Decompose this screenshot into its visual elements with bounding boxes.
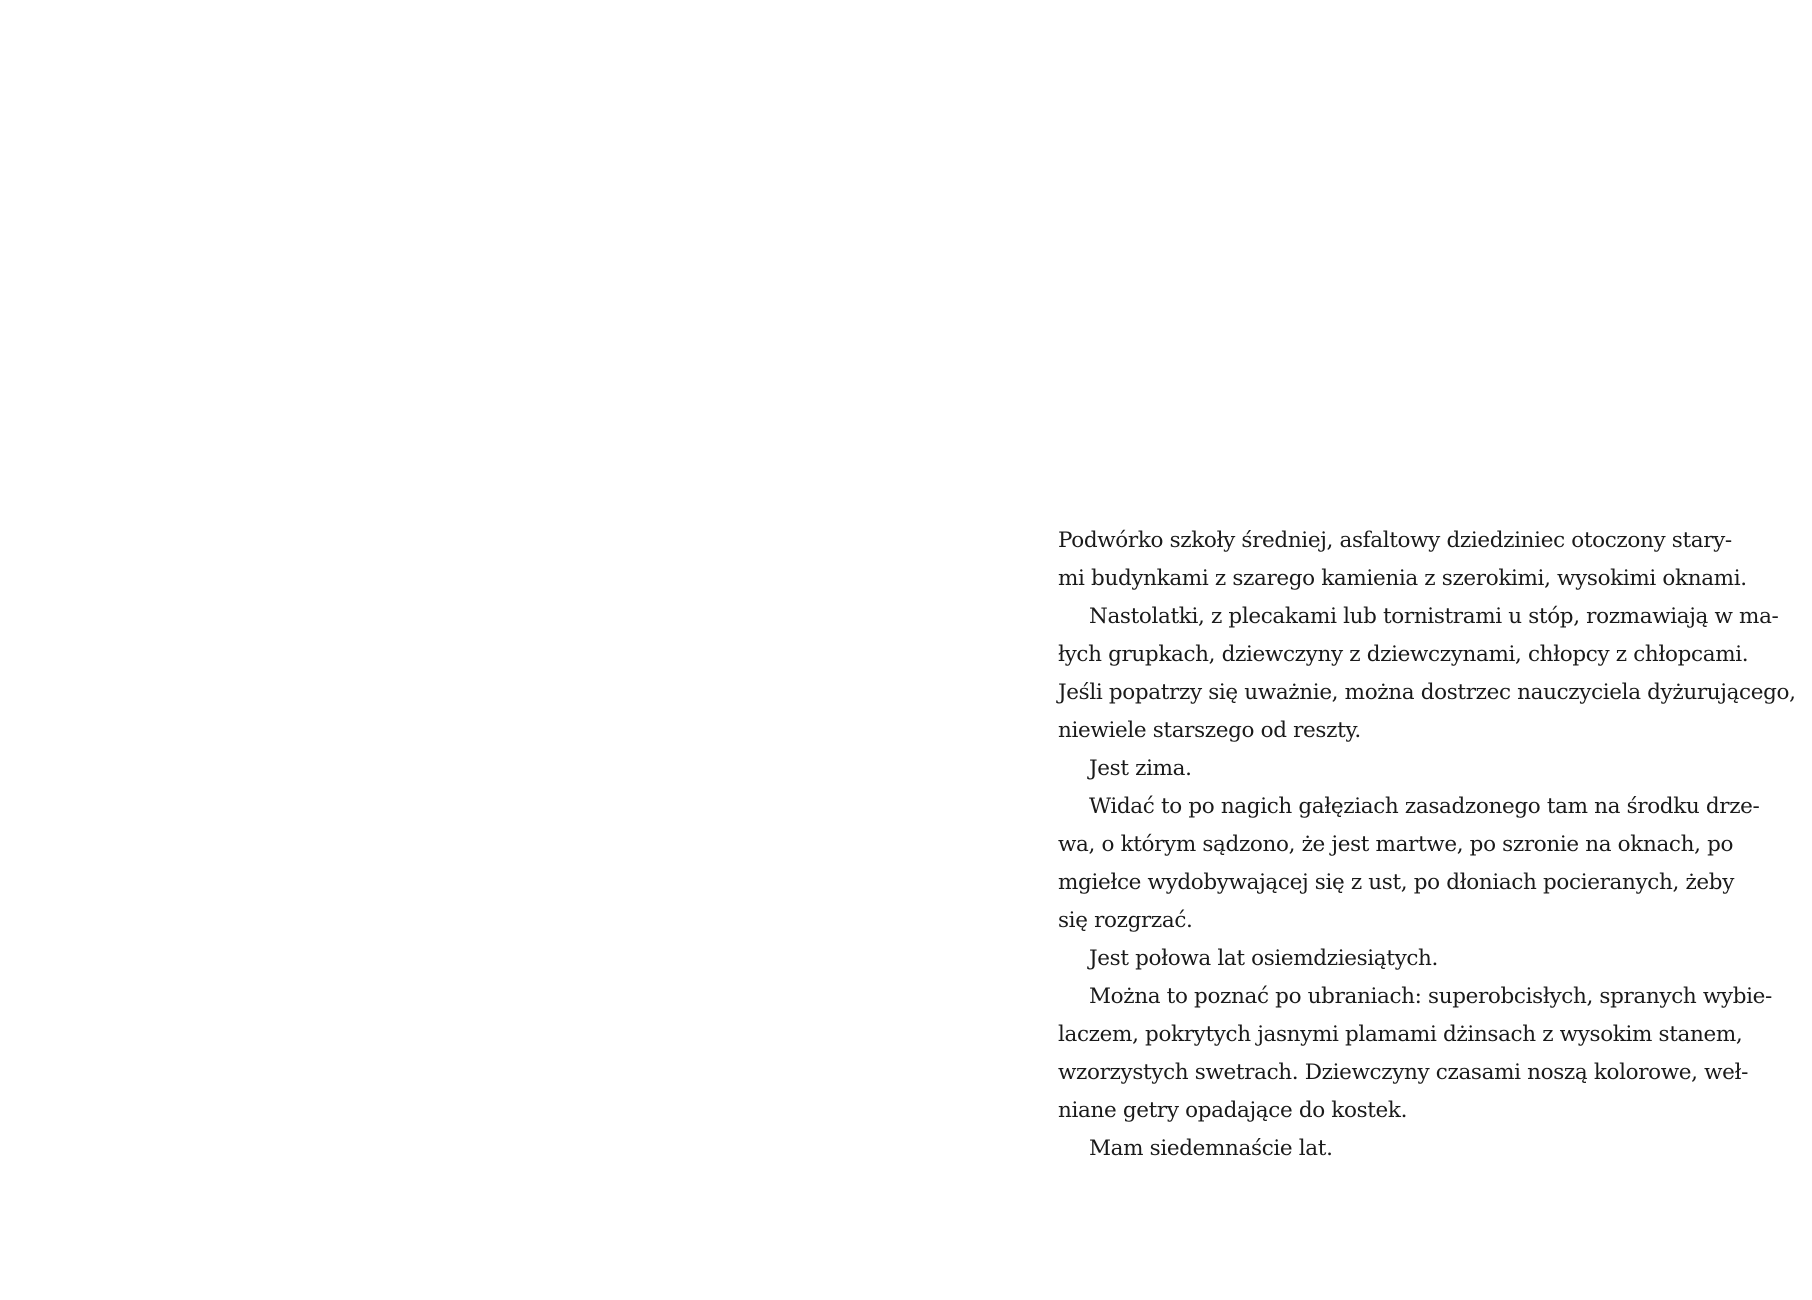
text-line: Jeśli popatrzy się uważnie, można dostrzec nauczyciela dyżurującego, (1058, 680, 1796, 705)
text-line: niewiele starszego od reszty. (1058, 718, 1361, 743)
body-text (1058, 522, 1796, 1168)
text-line: Jest zima. (1089, 756, 1192, 781)
text-line: mi budynkami z szarego kamienia z szerokimi, wysokimi oknami. (1058, 566, 1747, 591)
text-line: wa, o którym sądzono, że jest martwe, po szronie na oknach, po (1058, 832, 1734, 857)
text-line: mgiełce wydobywającej się z ust, po dłoniach pocieranych, żeby (1058, 870, 1735, 895)
text-line: Można to poznać po ubraniach: superobcisłych, spranych wybie- (1089, 984, 1772, 1009)
text-line: się rozgrzać. (1058, 908, 1193, 933)
text-line: Widać to po nagich gałęziach zasadzonego tam na środku drze- (1089, 794, 1760, 819)
text-line: wzorzystych swetrach. Dziewczyny czasami noszą kolorowe, weł- (1058, 1060, 1749, 1085)
text-line: niane getry opadające do kostek. (1058, 1098, 1408, 1123)
text-line: łych grupkach, dziewczyny z dziewczynami, chłopcy z chłopcami. (1058, 642, 1749, 667)
text-line: Podwórko szkoły średniej, asfaltowy dziedziniec otoczony stary- (1058, 528, 1732, 553)
text-line: Nastolatki, z plecakami lub tornistrami u stóp, rozmawiają w ma- (1089, 604, 1779, 629)
text-line: Mam siedemnaście lat. (1089, 1136, 1333, 1161)
text-line: laczem, pokrytych jasnymi plamami dżinsach z wysokim stanem, (1058, 1022, 1743, 1047)
text-line: Jest połowa lat osiemdziesiątych. (1089, 946, 1439, 971)
right-page (906, 0, 1812, 1300)
